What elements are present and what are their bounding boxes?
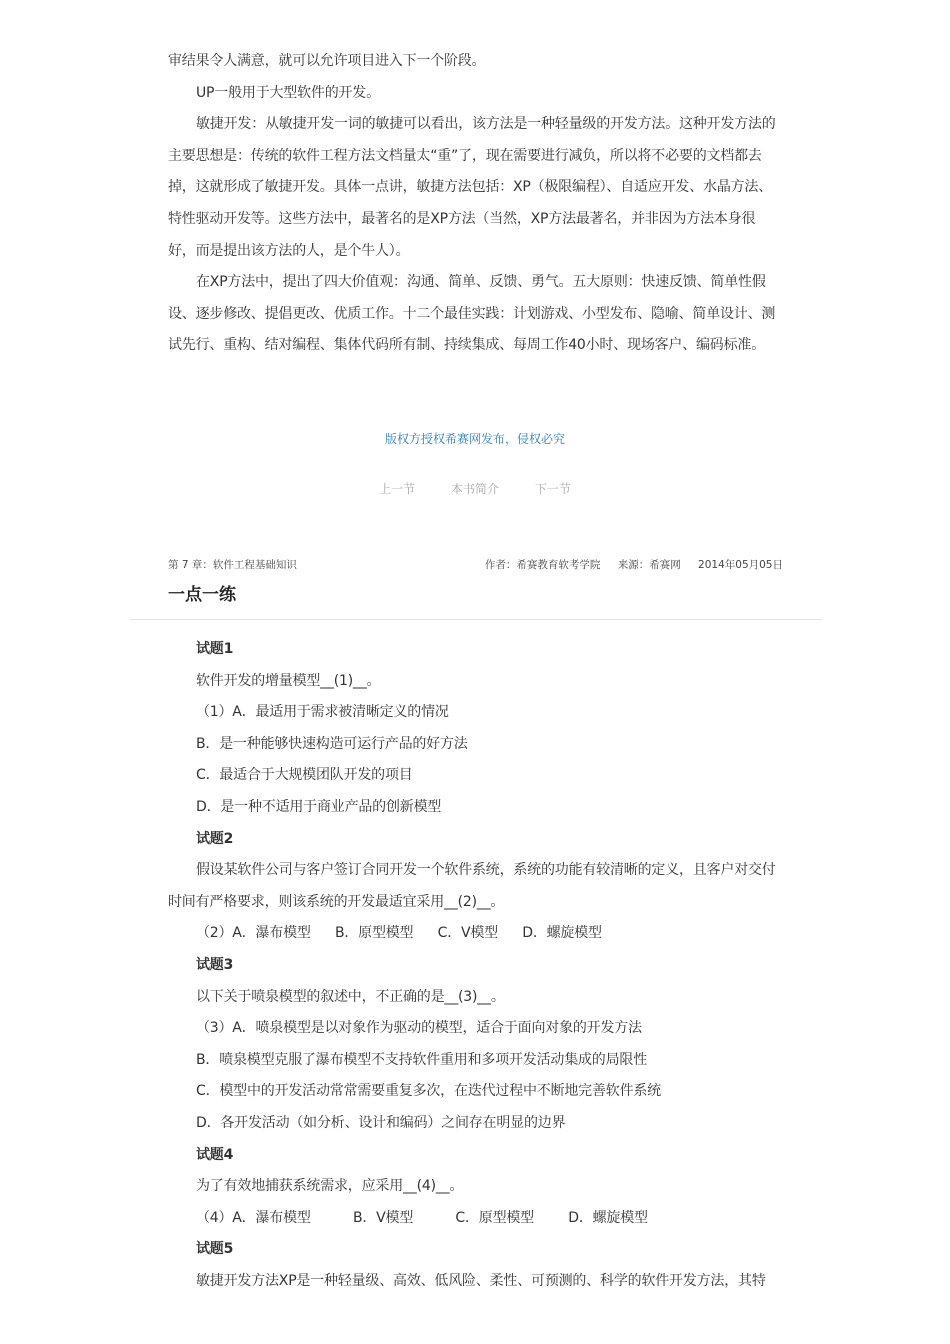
- question-title: 试题2: [196, 830, 234, 847]
- next-section-link[interactable]: 下一节: [534, 482, 571, 496]
- question-option: （2）A．瀑布模型: [196, 925, 311, 942]
- book-intro-link[interactable]: 本书简介: [450, 482, 499, 496]
- date-label: 2014年05月05日: [698, 559, 783, 571]
- question-option: B．原型模型: [334, 925, 414, 942]
- article-body: [168, 46, 782, 362]
- question-option: C．V模型: [437, 925, 498, 942]
- exercise-list: [168, 634, 782, 1297]
- question-option: C．最适合于大规模团队开发的项目: [196, 767, 413, 784]
- question-title: 试题5: [196, 1241, 234, 1258]
- question-option: D．是一种不适用于商业产品的创新模型: [196, 798, 442, 815]
- question-option: B．喷泉模型克服了瀑布模型不支持软件重用和多项开发活动集成的局限性: [196, 1051, 648, 1068]
- question-option: D．各开发活动（如分析、设计和编码）之间存在明显的边界: [196, 1114, 566, 1131]
- question-option: C．原型模型: [455, 1209, 534, 1226]
- question-title: 试题4: [196, 1146, 234, 1163]
- divider: [130, 619, 822, 620]
- prev-section-link[interactable]: 上一节: [379, 482, 416, 496]
- question-stem: 以下关于喷泉模型的叙述中，不正确的是__(3)__。: [196, 988, 505, 1005]
- question-title: 试题3: [196, 956, 234, 973]
- question-option: （4）A．瀑布模型: [196, 1209, 311, 1226]
- question-option: B．V模型: [352, 1209, 414, 1226]
- question-stem: 假设某软件公司与客户签订合同开发一个软件系统，系统的功能有较清晰的定义，且客户对交付时间有严格要求，则该系统的开发最适宜采用__(2)__。: [168, 862, 776, 910]
- question-stem: 软件开发的增量模型__(1)__。: [196, 672, 381, 689]
- question-stem: 为了有效地捕获系统需求，应采用__(4)__。: [196, 1178, 464, 1195]
- section-title: 一点一练: [168, 585, 236, 605]
- paragraph: 敏捷开发：从敏捷开发一词的敏捷可以看出，该方法是一种轻量级的开发方法。这种开发方法的主要思想是：传统的软件工程方法文档量太“重”了，现在需要进行减负，所以将不必要的文档都去掉，这就形成了敏捷开发。具体一点讲，敏捷方法包括：XP（极限编程）、自适应开发、水晶方法、特性驱动开发等。这些方法中，最著名的是XP方法（当然，XP方法最著名，并非因为方法本身很好，而是提出该方法的人，是个牛人）。: [168, 116, 776, 259]
- paragraph: 在XP方法中，提出了四大价值观：沟通、简单、反馈、勇气。五大原则：快速反馈、简单性假设、逐步修改、提倡更改、优质工作。十二个最佳实践：计划游戏、小型发布、隐喻、简单设计、测试先行、重构、结对编程、集体代码所有制、持续集成、每周工作40小时、现场客户、编码标准。: [168, 274, 776, 354]
- question-stem: 敏捷开发方法XP是一种轻量级、高效、低风险、柔性、可预测的、科学的软件开发方法，其特: [196, 1272, 766, 1289]
- paragraph: UP一般用于大型软件的开发。: [196, 84, 380, 101]
- author-label: 作者：希赛教育软考学院: [484, 559, 601, 571]
- chapter-navigation: [0, 480, 950, 497]
- question-title: 试题1: [196, 641, 234, 657]
- question-option: （3）A．喷泉模型是以对象作为驱动的模型，适合于面向对象的开发方法: [196, 1020, 642, 1037]
- question-option: B．是一种能够快速构造可运行产品的好方法: [196, 735, 468, 752]
- question-options-row: [168, 1203, 782, 1235]
- source-label: 来源：希赛网: [617, 559, 681, 571]
- meta-info: [471, 557, 783, 572]
- chapter-label: 第 7 章：软件工程基础知识: [168, 559, 297, 571]
- question-options-row: [168, 918, 782, 950]
- question-option: （1）A．最适用于需求被清晰定义的情况: [196, 704, 449, 721]
- question-option: D．螺旋模型: [568, 1209, 648, 1226]
- paragraph: 审结果令人满意，就可以允许项目进入下一个阶段。: [168, 53, 486, 69]
- question-option: D．螺旋模型: [522, 925, 602, 942]
- question-option: C．模型中的开发活动常常需要重复多次，在迭代过程中不断地完善软件系统: [196, 1083, 661, 1100]
- copyright-notice: 版权方授权希赛网发布，侵权必究: [384, 432, 565, 446]
